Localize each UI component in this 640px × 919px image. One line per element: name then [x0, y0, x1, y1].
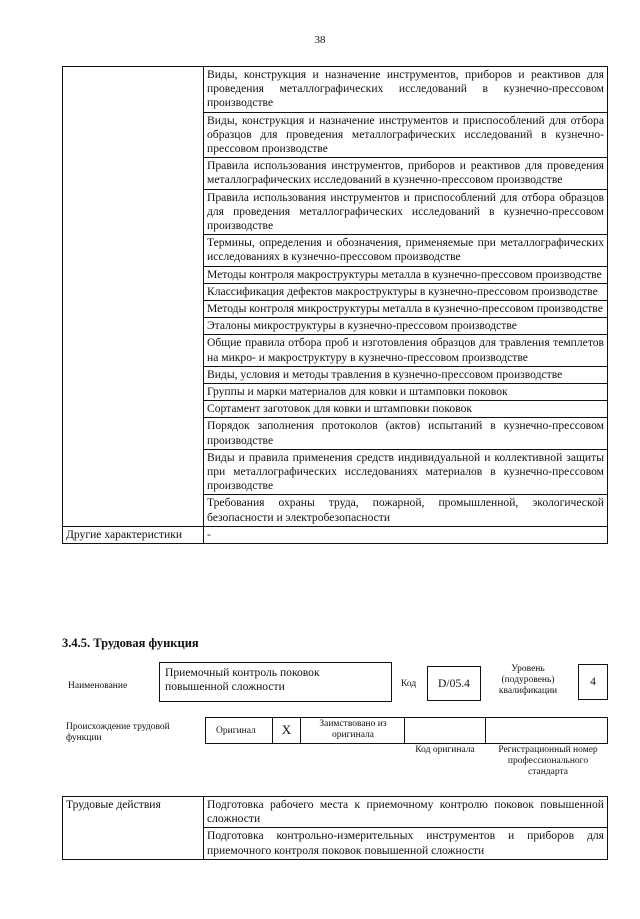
- knowledge-item: Методы контроля микроструктуры металла в кузнечно-прессовом производстве: [204, 301, 608, 318]
- knowledge-item: Группы и марки материалов для ковки и штамповки поковок: [204, 384, 608, 401]
- knowledge-item: Сортамент заготовок для ковки и штамповки поковок: [204, 401, 608, 418]
- knowledge-item: Виды, конструкция и назначение инструментов и приспособлений для отбора образцов для проведения металлографических исследований в кузнечно-прессовом производстве: [204, 112, 608, 158]
- code-value: D/05.4: [438, 676, 470, 690]
- labor-actions-label: Трудовые действия: [63, 797, 204, 860]
- knowledge-item: Термины, определения и обозначения, применяемые при металлографических исследованиях в кузнечно-прессовом производстве: [204, 235, 608, 266]
- knowledge-item: Виды, условия и методы травления в кузнечно-прессовом производстве: [204, 366, 608, 383]
- knowledge-item: Правила использования инструментов, приборов и реактивов для проведения металлографических исследований в кузнечно-прессовом производстве: [204, 158, 608, 189]
- knowledge-item: Правила использования инструментов и приспособлений для отбора образцов для проведения металлографических исследований в кузнечно-прессовом производстве: [204, 189, 608, 235]
- knowledge-item: Эталоны микроструктуры в кузнечно-прессовом производстве: [204, 318, 608, 335]
- level-value: 4: [590, 675, 596, 688]
- code-original-caption: Код оригинала: [415, 745, 475, 755]
- knowledge-item: Виды и правила применения средств индивидуальной и коллективной защиты при металлографических исследованиях материалов в кузнечно-прессовом производстве: [204, 449, 608, 495]
- name-label: Наименование: [68, 681, 128, 691]
- original-label: Оригинал: [216, 726, 256, 736]
- original-checkmark: X: [281, 722, 292, 737]
- knowledge-label-cell: [63, 67, 204, 527]
- name-value: Приемочный контроль поковок повышенной сложности: [165, 666, 320, 693]
- section-title: 3.4.5. Трудовая функция: [62, 636, 199, 650]
- table-row: [63, 67, 608, 113]
- knowledge-item: Классификация дефектов макроструктуры в кузнечно-прессовом производстве: [204, 283, 608, 300]
- name-value-box: [159, 662, 392, 702]
- page-number: 38: [314, 34, 326, 46]
- table-row: [63, 526, 608, 543]
- labor-actions-table: [62, 796, 608, 860]
- origin-label: Происхождение трудовой функции: [66, 722, 170, 743]
- labor-action-item: Подготовка рабочего места к приемочному контролю поковок повышенной сложности: [204, 797, 608, 828]
- knowledge-table: [62, 66, 608, 544]
- borrowed-label: Заимствовано из оригинала: [319, 719, 387, 740]
- knowledge-item: Виды, конструкция и назначение инструментов, приборов и реактивов для проведения металлографических исследований в кузнечно-прессовом производстве: [204, 67, 608, 113]
- origin-row: [205, 717, 608, 744]
- knowledge-item: Порядок заполнения протоколов (актов) испытаний в кузнечно-прессовом производстве: [204, 418, 608, 449]
- reg-number-caption: Регистрационный номер профессионального стандарта: [498, 745, 598, 777]
- labor-action-item: Подготовка контрольно-измерительных инструментов и приборов для приемочного контроля поковок повышенной сложности: [204, 828, 608, 859]
- knowledge-item: Методы контроля макроструктуры металла в кузнечно-прессовом производстве: [204, 266, 608, 283]
- level-value-box: [578, 664, 608, 700]
- other-characteristics-value: -: [204, 526, 608, 543]
- table-row: [63, 797, 608, 828]
- knowledge-item: Требования охраны труда, пожарной, промышленной, экологической безопасности и электробезопасности: [204, 495, 608, 526]
- other-characteristics-label: Другие характеристики: [63, 526, 204, 543]
- knowledge-item: Общие правила отбора проб и изготовления образцов для травления темплетов на микро- и макроструктуру в кузнечно-прессовом производстве: [204, 335, 608, 366]
- code-label: Код: [401, 679, 417, 689]
- level-label: Уровень (подуровень) квалификации: [498, 664, 558, 696]
- code-value-box: [427, 666, 481, 701]
